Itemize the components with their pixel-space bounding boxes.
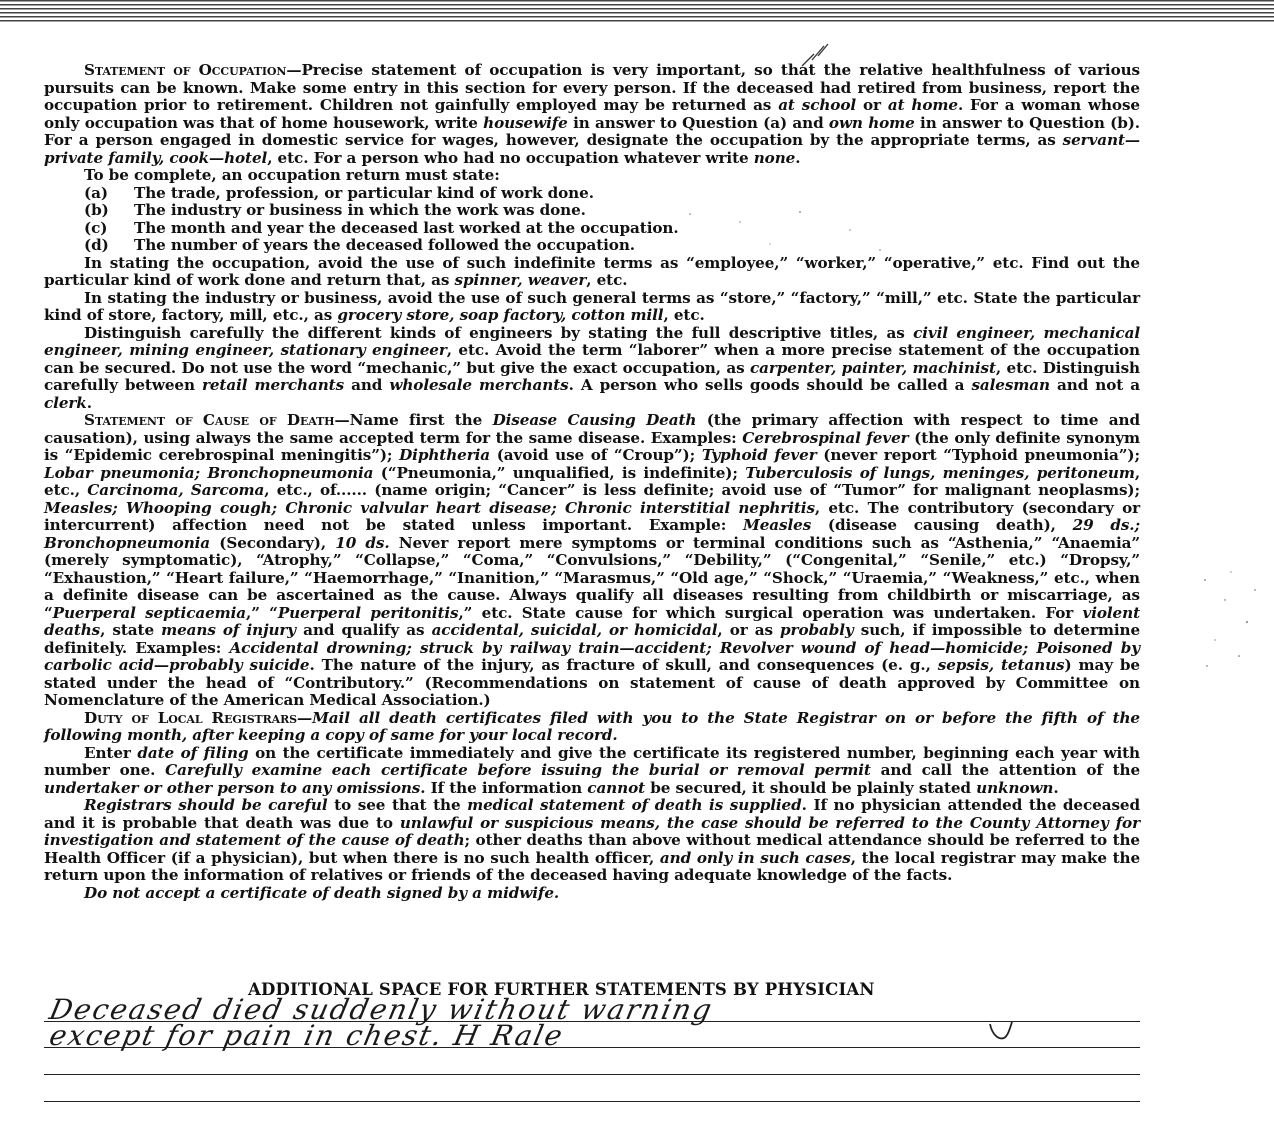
- scan-noise: [1195, 560, 1265, 680]
- scan-noise: [600, 200, 900, 260]
- list-item: (d) The number of years the deceased followed the occupation.: [84, 236, 635, 254]
- midwife-note: Do not accept a certificate of death signed by a midwife.: [84, 883, 560, 902]
- additional-space-heading: ADDITIONAL SPACE FOR FURTHER STATEMENTS BY PHYSICIAN: [248, 980, 875, 999]
- occupation-heading: Statement of Occupation: [84, 61, 287, 79]
- cause-of-death-paragraph: Statement of Cause of Death—Name first the Disease Causing Death (the primary affection with respect to time and causation), using always the same accepted term for the same disease. Examples: Cerebrospinal fever (the only definite synonym is “Epidemic cerebrospinal meningitis”); Diphtheria (avoid use of “Croup”); Typhoid fever (never report “Typhoid pneumonia”); Lobar pneumonia; Bronchopneumonia (“Pneumonia,” unqualified, is indefinite); Tuberculosis of lungs, meninges, peritoneum, etc., Carcinoma, Sarcoma, etc., of...... (name origin; “Cancer” is less definite; avoid use of “Tumor” for malignant neoplasms); Measles; Whooping cough; Chronic valvular heart disease; Chronic interstitial nephritis, etc. The contributory (secondary or intercurrent) affection need not be stated unless important. Example: Measles (disease causing death), 29 ds.; Bronchopneumonia (Secondary), 10 ds. Never report mere symptoms or terminal conditions such as “Asthenia,” “Anaemia” (merely symptomatic), “Atrophy,” “Collapse,” “Coma,” “Convulsions,” “Debility,” (“Congenital,” “Senile,” etc.) “Dropsy,” “Exhaustion,” “Heart failure,” “Haemorrhage,” “Inanition,” “Marasmus,” “Old age,” “Shock,” “Uraemia,” “Weakness,” etc., when a definite disease can be ascertained as the cause. Always qualify all diseases resulting from childbirth or miscarriage, as “Puerperal septicaemia,” “Puerperal peritonitis,” etc. State cause for which surgical operation was undertaken. For violent deaths, state means of injury and qualify as accidental, suicidal, or homicidal, or as probably such, if impossible to determine definitely. Examples: Accidental drowning; struck by railway train—accident; Revolver wound of head—homicide; Poisoned by carbolic acid—probably suicide. The nature of the injury, as fracture of skull, and consequences (e. g., sepsis, tetanus) may be stated under the head of “Contributory.” (Recommendations on statement of cause of death approved by Committee on Nomenclature of the American Medical Association.): [44, 411, 1141, 709]
- occupation-paragraph: Statement of Occupation—Precise statement of occupation is very important, so that the relative healthfulness of various pursuits can be known. Make some entry in this section for every person. If the deceased had retired from business, report the occupation prior to retirement. Children not gainfully employed may be returned as at school or at home. For a woman whose only occupation was that of home housework, write housewife in answer to Question (a) and own home in answer to Question (b). For a person engaged in domestic service for wages, however, designate the occupation by the appropriate terms, as servant—private family, cook—hotel, etc. For a person who had no occupation whatever write none.: [44, 61, 1140, 167]
- handwritten-check-mark: [988, 1020, 1014, 1042]
- list-item: (b) The industry or business in which the work was done.: [84, 201, 586, 219]
- list-item: (c) The month and year the deceased last worked at the occupation.: [84, 218, 679, 237]
- handwritten-line-2: except for pain in chest. H Rale: [46, 1019, 568, 1052]
- instructions-text: [44, 62, 1140, 902]
- list-item: (a) The trade, profession, or particular kind of work done.: [84, 183, 594, 202]
- scan-edge: [0, 0, 1274, 22]
- industry-terms-paragraph: In stating the industry or business, avoid the use of such general terms as “store,” “factory,” “mill,” etc. State the particular kind of store, factory, mill, etc., as grocery store, soap factory, cotton mill, etc.: [44, 288, 1140, 324]
- duty-paragraph: Duty of Local Registrars—Mail all death certificates filed with you to the State Registrar on or before the fifth of the following month, after keeping a copy of same for your local record.: [44, 708, 1140, 744]
- writing-line: [44, 1101, 1140, 1102]
- handwritten-line-1: Deceased died suddenly without warning: [46, 993, 717, 1026]
- cause-heading: Statement of Cause of Death: [84, 411, 335, 429]
- writing-line: [44, 1074, 1140, 1075]
- filing-paragraph: Enter date of filing on the certificate immediately and give the certificate its registered number, beginning each year with number one. Carefully examine each certificate before issuing the burial or removal permit and call the attention of the undertaker or other person to any omissions. If the information cannot be secured, it should be plainly stated unknown.: [44, 743, 1141, 797]
- occupation-complete-intro: To be complete, an occupation return must state:: [84, 166, 500, 184]
- occupation-terms-paragraph: In stating the occupation, avoid the use of such indefinite terms as “employee,” “worker,” “operative,” etc. Find out the particular kind of work done and return that, as spinner, weaver, etc.: [44, 253, 1140, 289]
- engineers-paragraph: Distinguish carefully the different kinds of engineers by stating the full descriptive titles, as civil engineer, mechanical engineer, mining engineer, stationary engineer, etc. Avoid the term “laborer” when a more precise statement of the occupation can be secured. Do not use the word “mechanic,” but give the exact occupation, as carpenter, painter, machinist, etc. Distinguish carefully between retail merchants and wholesale merchants. A person who sells goods should be called a salesman and not a clerk.: [44, 323, 1140, 412]
- registrars-paragraph: Registrars should be careful to see that the medical statement of death is supplied. If no physician attended the deceased and it is probable that death was due to unlawful or suspicious means, the case should be referred to the County Attorney for investigation and statement of the cause of death; other deaths than above without medical attendance should be referred to the Health Officer (if a physician), but when there is no such health officer, and only in such cases, the local registrar may make the return upon the information of relatives or friends of the deceased having adequate knowledge of the facts.: [44, 796, 1141, 884]
- duty-heading: Duty of Local Registrars: [84, 708, 297, 727]
